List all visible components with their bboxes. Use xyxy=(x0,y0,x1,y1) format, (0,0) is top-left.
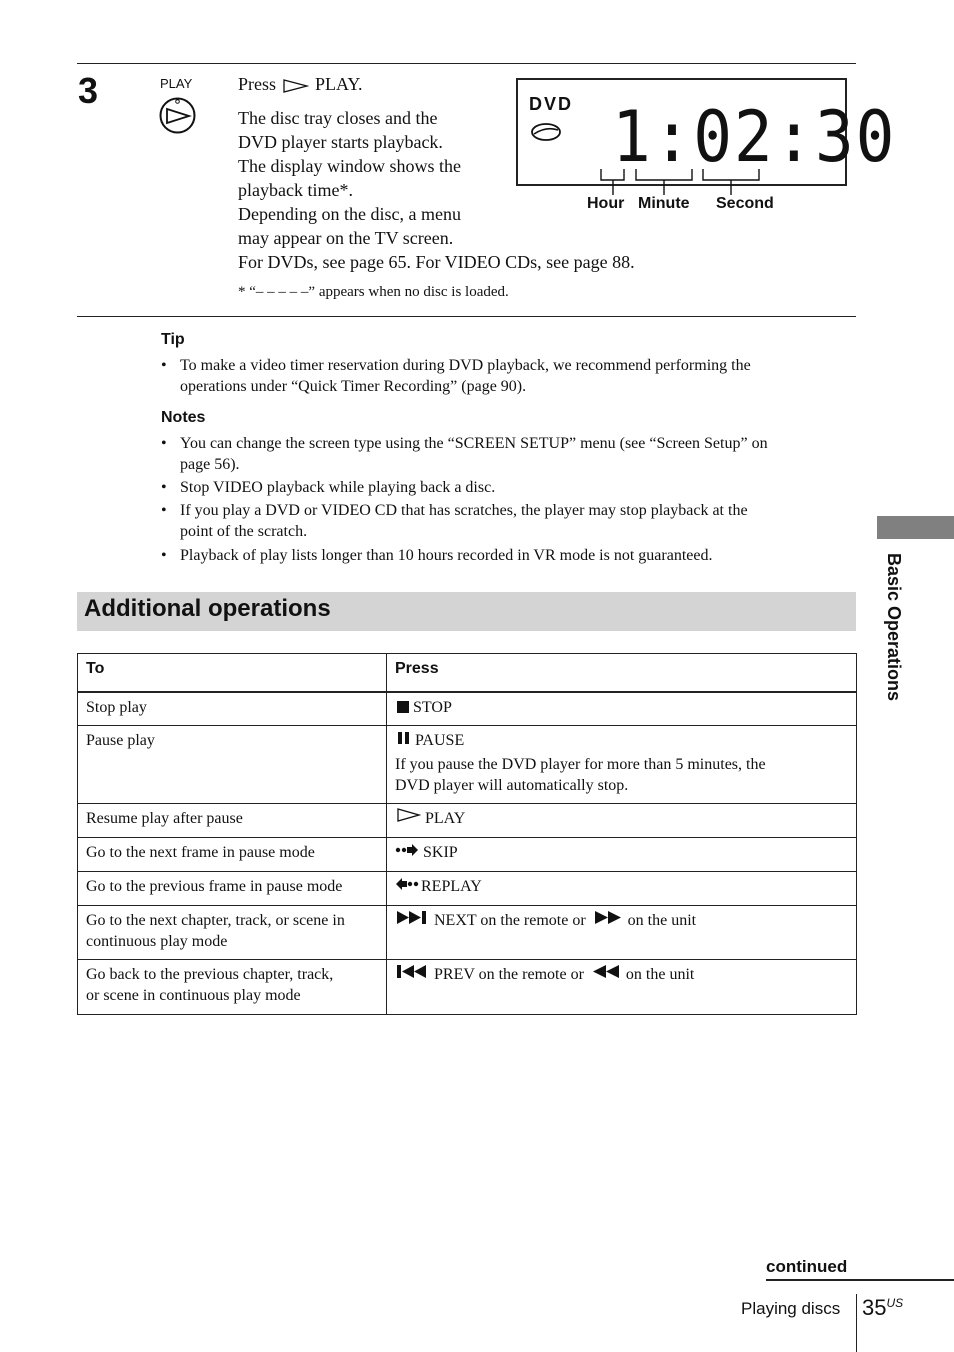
step-body-line: playback time*. xyxy=(238,180,353,200)
replay-icon xyxy=(395,875,419,896)
step-body-line: The disc tray closes and the xyxy=(238,108,438,128)
tip-line: operations under “Quick Timer Recording” (page 90). xyxy=(180,378,527,395)
side-tab-label-wrap xyxy=(880,553,908,723)
table-cell-to xyxy=(78,959,387,1014)
play-button-label: PLAY xyxy=(160,76,193,91)
section-title: Additional operations xyxy=(84,595,331,622)
note-line: You can change the screen type using the “SCREEN SETUP” menu (see “Screen Setup” on xyxy=(180,435,768,452)
cell-text: PLAY xyxy=(425,809,466,827)
side-tab xyxy=(877,516,954,539)
table-cell-press xyxy=(387,692,857,725)
continued-label: continued xyxy=(766,1257,848,1276)
second-label: Second xyxy=(716,195,774,212)
table-row xyxy=(78,905,857,959)
step-body-line: The display window shows the xyxy=(238,156,461,176)
table-row xyxy=(78,871,857,905)
cell-text: Pause play xyxy=(86,731,155,749)
note-line: page 56). xyxy=(180,456,240,473)
press-key: PLAY. xyxy=(315,74,363,94)
step-number: 3 xyxy=(78,70,99,111)
table-cell-press xyxy=(387,905,857,959)
fast-forward-icon xyxy=(595,909,623,930)
tip-line: To make a video timer reservation during DVD playback, we recommend performing the xyxy=(180,357,751,374)
cell-text: on the unit xyxy=(627,911,697,929)
column-header-press: Press xyxy=(387,654,857,693)
display-dvd-label: DVD xyxy=(529,94,574,114)
table-cell-to xyxy=(78,725,387,803)
cell-text: STOP xyxy=(413,699,452,716)
page-suffix: US xyxy=(886,1296,904,1310)
press-word: Press xyxy=(238,74,277,94)
step-rule xyxy=(77,316,856,317)
table-cell-press xyxy=(387,871,857,905)
disc-icon xyxy=(530,122,564,142)
cell-text: Go to the next chapter, track, or scene in xyxy=(86,911,345,929)
table-row xyxy=(78,725,857,803)
time-brackets xyxy=(598,168,764,196)
step-body-line: Depending on the disc, a menu xyxy=(238,204,461,224)
cell-text: If you pause the DVD player for more than 5 minutes, the xyxy=(395,755,766,773)
cell-text: NEXT on the remote or xyxy=(434,911,586,929)
play-outline-icon xyxy=(283,79,309,93)
press-play-line xyxy=(238,72,363,96)
cell-text: on the unit xyxy=(625,965,695,983)
table-header-row xyxy=(78,654,857,693)
table-cell-to xyxy=(78,803,387,837)
side-tab-label: Basic Operations xyxy=(884,553,904,702)
table-cell-press xyxy=(387,725,857,803)
cell-text: DVD player will automatically stop. xyxy=(395,776,629,794)
footnote: * “– – – – –” appears when no disc is loaded. xyxy=(238,284,509,300)
prev-icon xyxy=(397,963,429,984)
pause-icon xyxy=(397,729,411,750)
notes-heading: Notes xyxy=(161,409,206,426)
cell-text: PAUSE xyxy=(415,731,465,749)
play-button-icon xyxy=(158,96,198,134)
table-cell-to xyxy=(78,837,387,871)
display-time: 1:02:30 xyxy=(612,96,897,178)
cell-text: Stop play xyxy=(86,699,147,716)
skip-icon xyxy=(395,841,419,862)
minute-label: Minute xyxy=(638,195,690,212)
cell-text: Go to the next frame in pause mode xyxy=(86,843,315,861)
step-body-line: DVD player starts playback. xyxy=(238,132,443,152)
table-cell-press xyxy=(387,837,857,871)
table-cell-press xyxy=(387,959,857,1014)
cell-text: continuous play mode xyxy=(86,932,228,950)
table-row xyxy=(78,837,857,871)
note-line: Stop VIDEO playback while playing back a disc. xyxy=(180,479,496,496)
rewind-icon xyxy=(593,963,621,984)
note-line: If you play a DVD or VIDEO CD that has scratches, the player may stop playback at the xyxy=(180,502,748,519)
stop-icon xyxy=(397,701,409,713)
cell-text: PREV on the remote or xyxy=(434,965,584,983)
hour-label: Hour xyxy=(587,195,625,212)
table-cell-to xyxy=(78,905,387,959)
cell-text: or scene in continuous play mode xyxy=(86,986,301,1004)
top-rule xyxy=(77,63,856,64)
section-header xyxy=(77,592,856,631)
step-body-line: For DVDs, see page 65. For VIDEO CDs, see page 88. xyxy=(238,252,635,272)
play-icon xyxy=(397,807,421,828)
operations-table xyxy=(77,653,857,1015)
footer-section-name: Playing discs xyxy=(741,1299,841,1318)
page-number-value: 35 xyxy=(862,1295,887,1320)
cell-text: Go to the previous frame in pause mode xyxy=(86,877,343,895)
note-line: point of the scratch. xyxy=(180,523,308,540)
cell-text: Go back to the previous chapter, track, xyxy=(86,965,334,983)
cell-text: REPLAY xyxy=(421,877,482,895)
table-cell-press xyxy=(387,803,857,837)
page-number xyxy=(862,1295,903,1321)
cell-text: SKIP xyxy=(423,843,458,861)
note-line: Playback of play lists longer than 10 hours recorded in VR mode is not guaranteed. xyxy=(180,547,713,564)
tip-heading: Tip xyxy=(161,331,185,348)
step-body-line: may appear on the TV screen. xyxy=(238,228,454,248)
table-cell-to xyxy=(78,692,387,725)
next-icon xyxy=(397,909,429,930)
column-header-to: To xyxy=(78,654,387,693)
table-row xyxy=(78,692,857,725)
table-cell-to xyxy=(78,871,387,905)
table-row xyxy=(78,959,857,1014)
continued-rule xyxy=(766,1279,954,1281)
footer-divider xyxy=(856,1294,857,1352)
table-row xyxy=(78,803,857,837)
cell-text: Resume play after pause xyxy=(86,809,243,827)
